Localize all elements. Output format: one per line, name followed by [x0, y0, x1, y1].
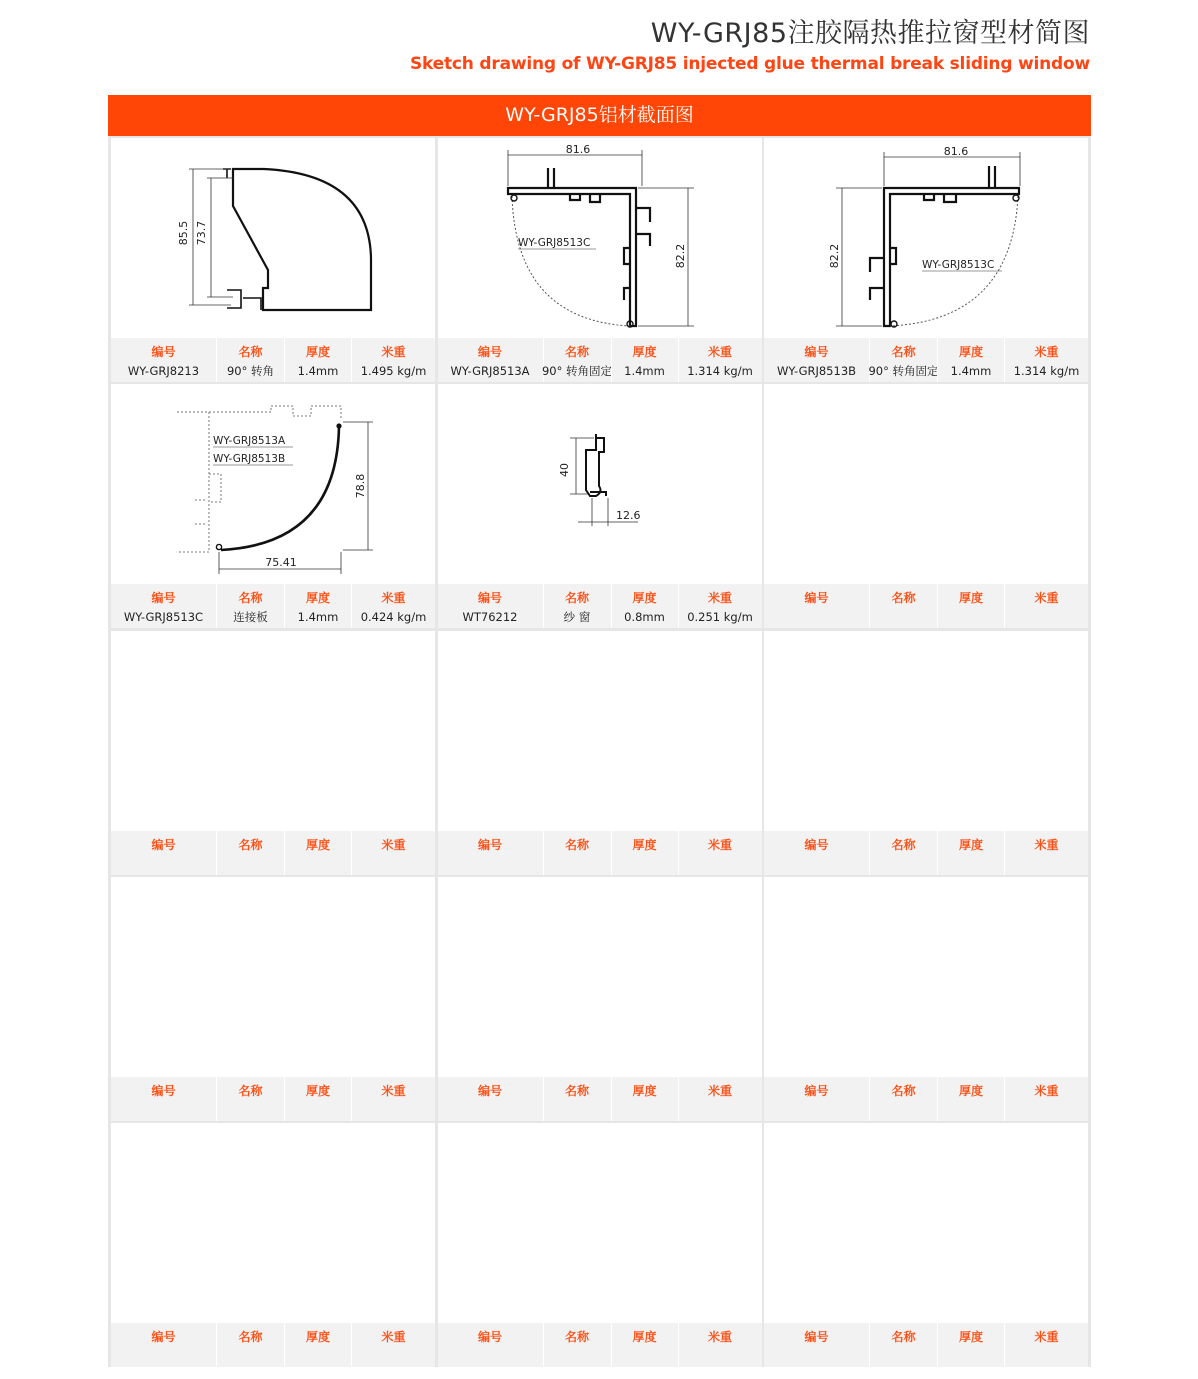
product-info-row [764, 584, 1088, 628]
info-label-name: 名称 [238, 345, 263, 359]
info-col-weight [1004, 584, 1088, 628]
info-label-thickness: 厚度 [958, 591, 983, 606]
info-col-code [764, 338, 869, 382]
product-info-row [764, 1077, 1088, 1121]
product-info-row [111, 831, 435, 875]
product-cell-5 [438, 384, 762, 628]
info-col-thickness [611, 1077, 678, 1121]
product-info-row [438, 1323, 762, 1367]
info-label-name: 名称 [564, 591, 589, 606]
info-label-weight: 米重 [707, 591, 732, 606]
product-cell-10 [111, 877, 435, 1121]
info-col-name [869, 831, 937, 875]
info-col-code [111, 584, 216, 628]
info-value-name: 连接板 [233, 610, 268, 625]
info-value-name: 90° 转角 [226, 364, 275, 378]
product-cell-1 [111, 138, 435, 382]
info-col-name [869, 1077, 937, 1121]
info-label-weight: 米重 [381, 345, 406, 359]
profile-outline [233, 169, 371, 310]
info-value-weight: 1.314 kg/m [1013, 364, 1080, 378]
info-col-code [438, 1323, 543, 1367]
profile-grid [111, 138, 1088, 1367]
info-col-thickness [611, 584, 678, 628]
info-col-code [764, 1323, 869, 1367]
info-col-thickness [611, 1323, 678, 1367]
info-col-name [216, 831, 284, 875]
info-col-thickness [284, 831, 351, 875]
info-value-code: WT76212 [462, 610, 518, 625]
info-label-code: 编号 [151, 591, 176, 606]
product-info-row [438, 338, 762, 382]
info-col-weight [1004, 831, 1088, 875]
info-col-thickness [937, 338, 1004, 382]
info-value-name: 纱 窗 [563, 610, 591, 625]
profile-tag: WY-GRJ8513C [922, 259, 995, 271]
info-col-code [764, 584, 869, 628]
product-info-row [111, 1077, 435, 1121]
info-value-thickness: 0.8mm [624, 610, 665, 625]
product-cell-9 [764, 631, 1088, 875]
dim-height: 82.2 [828, 243, 841, 269]
drawing-grj8513c [111, 384, 435, 584]
info-value-name: 90° 转角固定 [868, 364, 939, 378]
info-col-thickness [937, 584, 1004, 628]
info-col-code [764, 1077, 869, 1121]
info-label-code: 编号 [151, 837, 176, 852]
info-value-weight: 1.495 kg/m [360, 364, 427, 378]
info-label-weight: 米重 [1034, 1330, 1059, 1344]
dim-height: 82.2 [673, 243, 687, 269]
info-col-name [543, 1077, 611, 1121]
product-info-row [111, 1323, 435, 1367]
info-label-name: 名称 [891, 1330, 916, 1344]
info-label-thickness: 厚度 [632, 1083, 657, 1098]
info-label-weight: 米重 [707, 837, 732, 852]
product-info-row [764, 338, 1088, 382]
info-value-thickness: 1.4mm [297, 364, 339, 378]
product-info-row [764, 1323, 1088, 1367]
product-info-row [438, 1077, 762, 1121]
info-label-code: 编号 [804, 837, 829, 852]
product-info-row [438, 584, 762, 628]
info-value-thickness: 1.4mm [950, 364, 992, 378]
info-col-thickness [284, 338, 351, 382]
info-label-name: 名称 [891, 591, 916, 606]
profile-foot [227, 290, 261, 310]
product-info-row [111, 338, 435, 382]
profile-tag-b: WY-GRJ8513B [213, 453, 286, 466]
dim-height: 40 [557, 463, 571, 478]
product-cell-11 [438, 877, 762, 1121]
drawing-grj8513a [438, 138, 762, 338]
info-label-thickness: 厚度 [632, 345, 657, 359]
product-cell-8 [438, 631, 762, 875]
info-col-thickness [284, 1323, 351, 1367]
section-banner [108, 95, 1091, 136]
info-label-code: 编号 [477, 837, 502, 852]
info-label-thickness: 厚度 [305, 1330, 330, 1344]
dim-height-outer: 85.5 [177, 220, 190, 246]
product-cell-14 [438, 1123, 762, 1367]
info-col-name [869, 584, 937, 628]
info-col-code [438, 338, 543, 382]
info-col-thickness [284, 1077, 351, 1121]
info-label-thickness: 厚度 [632, 591, 657, 606]
profile-top-bar [508, 188, 636, 326]
drawing-wt76212 [438, 384, 762, 584]
info-col-name [216, 584, 284, 628]
info-col-name [543, 1323, 611, 1367]
product-cell-2 [438, 138, 762, 382]
info-col-weight [351, 831, 435, 875]
product-cell-4 [111, 384, 435, 628]
info-label-weight: 米重 [1034, 837, 1059, 852]
product-info-row [111, 584, 435, 628]
info-col-thickness [611, 338, 678, 382]
info-label-code: 编号 [804, 591, 829, 606]
info-col-code [111, 338, 216, 382]
info-label-thickness: 厚度 [305, 591, 330, 606]
info-col-weight [351, 1323, 435, 1367]
product-cell-7 [111, 631, 435, 875]
info-value-weight: 0.424 kg/m [360, 610, 427, 625]
product-cell-15 [764, 1123, 1088, 1367]
info-col-thickness [611, 831, 678, 875]
info-label-name: 名称 [238, 1330, 263, 1344]
info-col-thickness [284, 584, 351, 628]
info-col-weight [678, 584, 762, 628]
info-label-thickness: 厚度 [632, 1330, 657, 1344]
info-label-name: 名称 [564, 837, 589, 852]
info-col-name [543, 831, 611, 875]
info-label-thickness: 厚度 [958, 1083, 983, 1098]
info-col-weight [1004, 338, 1088, 382]
product-info-row [438, 831, 762, 875]
info-value-thickness: 1.4mm [297, 610, 339, 625]
info-col-code [438, 831, 543, 875]
info-label-code: 编号 [151, 1330, 176, 1344]
info-label-weight: 米重 [381, 591, 406, 606]
info-label-code: 编号 [804, 345, 829, 359]
info-label-weight: 米重 [1034, 1083, 1059, 1098]
info-col-code [764, 831, 869, 875]
info-label-code: 编号 [804, 1083, 829, 1098]
product-cell-3 [764, 138, 1088, 382]
info-label-name: 名称 [238, 837, 263, 852]
page-title: WY-GRJ85注胶隔热推拉窗型材简图 [650, 18, 1090, 49]
page-subtitle: Sketch drawing of WY-GRJ85 injected glue thermal break sliding window [409, 54, 1090, 74]
profile-table [108, 136, 1091, 1367]
info-col-name [869, 338, 937, 382]
info-col-weight [678, 1077, 762, 1121]
info-label-name: 名称 [564, 1330, 589, 1344]
info-col-code [438, 584, 543, 628]
info-col-weight [1004, 1323, 1088, 1367]
info-col-weight [351, 338, 435, 382]
info-label-weight: 米重 [707, 345, 732, 359]
info-label-name: 名称 [891, 1083, 916, 1098]
banner-label: WY-GRJ85铝材截面图 [505, 104, 694, 126]
info-label-thickness: 厚度 [305, 1083, 330, 1098]
profile-top-bar [884, 188, 1019, 326]
info-col-name [216, 1077, 284, 1121]
info-col-name [216, 1323, 284, 1367]
dim-height-inner: 73.7 [195, 220, 208, 246]
dim-width: 81.6 [943, 145, 969, 158]
product-cell-6 [764, 384, 1088, 628]
info-value-weight: 0.251 kg/m [687, 610, 753, 625]
info-value-code: WY-GRJ8513A [450, 364, 530, 378]
info-label-name: 名称 [891, 837, 916, 852]
info-col-weight [351, 584, 435, 628]
info-label-name: 名称 [564, 1083, 589, 1098]
info-label-code: 编号 [804, 1330, 829, 1344]
info-col-code [111, 1077, 216, 1121]
info-label-weight: 米重 [381, 837, 406, 852]
info-label-thickness: 厚度 [958, 837, 983, 852]
info-col-code [111, 1323, 216, 1367]
info-label-name: 名称 [564, 345, 589, 359]
info-label-weight: 米重 [1034, 591, 1059, 606]
info-label-weight: 米重 [707, 1330, 732, 1344]
info-col-weight [678, 1323, 762, 1367]
info-col-weight [678, 338, 762, 382]
info-col-thickness [937, 831, 1004, 875]
info-label-name: 名称 [238, 591, 263, 606]
info-label-code: 编号 [477, 1083, 502, 1098]
info-value-code: WY-GRJ8513C [123, 610, 204, 625]
profile-tag: WY-GRJ8513C [517, 237, 590, 249]
product-cell-13 [111, 1123, 435, 1367]
info-label-code: 编号 [151, 1083, 176, 1098]
info-label-code: 编号 [477, 591, 502, 606]
info-value-code: WY-GRJ8213 [127, 364, 200, 378]
info-label-code: 编号 [477, 1330, 502, 1344]
info-label-code: 编号 [151, 345, 176, 359]
info-col-name [869, 1323, 937, 1367]
info-col-code [438, 1077, 543, 1121]
info-label-weight: 米重 [1034, 345, 1059, 359]
info-value-thickness: 1.4mm [624, 364, 665, 378]
profile-tag-a: WY-GRJ8513A [213, 435, 286, 448]
dim-width: 75.41 [265, 556, 297, 570]
info-label-name: 名称 [238, 1083, 263, 1098]
profile-outline [586, 438, 604, 496]
info-label-name: 名称 [891, 345, 916, 359]
info-label-weight: 米重 [381, 1330, 406, 1344]
info-value-name: 90° 转角固定 [541, 364, 613, 378]
dim-height: 78.8 [354, 474, 367, 499]
profile-arc [512, 196, 630, 326]
info-label-thickness: 厚度 [305, 837, 330, 852]
info-col-thickness [937, 1323, 1004, 1367]
info-label-thickness: 厚度 [958, 345, 983, 359]
product-info-row [764, 831, 1088, 875]
dim-width: 12.6 [615, 509, 640, 523]
info-col-name [543, 584, 611, 628]
info-label-weight: 米重 [381, 1083, 406, 1098]
product-cell-12 [764, 877, 1088, 1121]
info-col-weight [351, 1077, 435, 1121]
info-col-name [543, 338, 611, 382]
info-label-thickness: 厚度 [958, 1330, 983, 1344]
info-col-weight [678, 831, 762, 875]
info-col-name [216, 338, 284, 382]
info-value-code: WY-GRJ8513B [776, 364, 857, 378]
info-col-code [111, 831, 216, 875]
drawing-grj8513b [764, 138, 1088, 338]
info-col-weight [1004, 1077, 1088, 1121]
dim-width: 81.6 [565, 143, 590, 156]
info-value-weight: 1.314 kg/m [687, 364, 753, 378]
info-label-thickness: 厚度 [632, 837, 657, 852]
drawing-grj8213 [111, 138, 435, 338]
info-label-thickness: 厚度 [305, 345, 330, 359]
info-label-code: 编号 [477, 345, 502, 359]
info-col-thickness [937, 1077, 1004, 1121]
info-label-weight: 米重 [707, 1083, 732, 1098]
